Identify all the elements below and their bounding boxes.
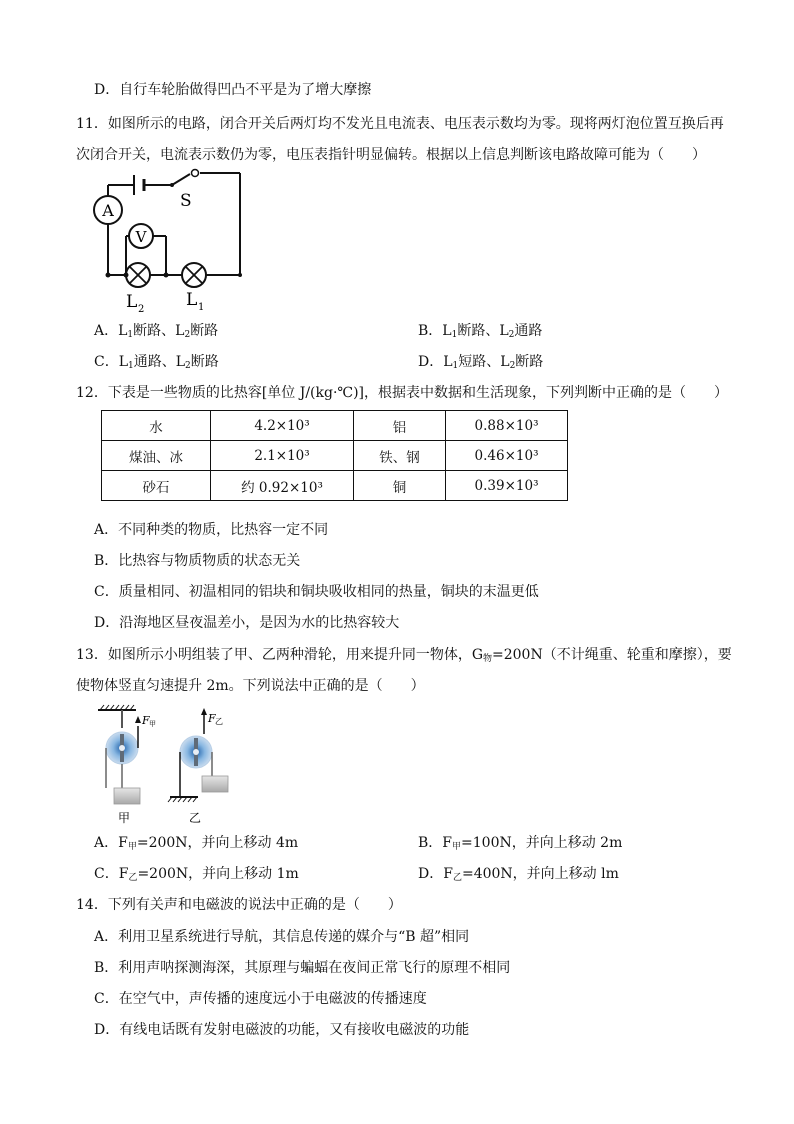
- table-cell: 2.1×10³: [211, 441, 354, 471]
- table-row: [102, 411, 568, 441]
- q10-option-d: D．自行车轮胎做得凹凸不平是为了增大摩擦: [94, 82, 372, 98]
- ammeter-label: A: [102, 201, 114, 220]
- table-cell: 约 0.92×10³: [211, 471, 354, 501]
- table-cell: 铜: [354, 471, 446, 501]
- q12-option-c: C．质量相同、初温相同的铝块和铜块吸收相同的热量，铜块的末温更低: [94, 584, 539, 600]
- q13-stem-line1: 13．如图所示小明组装了甲、乙两种滑轮，用来提升同一物体，$G_物=200N$（不计绳重、轮重和摩擦），要: [76, 647, 732, 664]
- fixed-pulley-icon: [98, 705, 141, 804]
- q11-option-c: C．$L_1$通路、$L_2$断路: [94, 354, 219, 371]
- table-cell: 铁、钢: [354, 441, 446, 471]
- lamp-l2-icon: [126, 263, 150, 287]
- specific-heat-table: [101, 410, 568, 501]
- lamp-l1-sub: 1: [198, 302, 205, 313]
- q13-option-a: A．$F_甲=200N$，并向上移动 4m: [94, 835, 299, 852]
- q12-option-a: A．不同种类的物质，比热容一定不同: [94, 522, 329, 538]
- table-cell: 水: [102, 411, 211, 441]
- q11-stem-line1: 11．如图所示的电路，闭合开关后两灯均不发光且电流表、电压表示数均为零。现将两灯泡位置互换后再: [76, 116, 724, 132]
- force-jia-sub: 甲: [149, 720, 156, 728]
- q14-stem: 14．下列有关声和电磁波的说法中正确的是（ ）: [76, 897, 402, 913]
- q11-option-a: A．$L_1$断路、$L_2$断路: [94, 323, 219, 340]
- q12-option-d: D．沿海地区昼夜温差小，是因为水的比热容较大: [94, 615, 400, 631]
- q13-stem-line2: 使物体竖直匀速提升 2m。下列说法中正确的是（ ）: [76, 678, 425, 694]
- lamp-l2-sub: 2: [138, 304, 145, 314]
- lamp-l1-icon: [182, 263, 206, 287]
- voltmeter-label: V: [135, 228, 147, 246]
- force-yi-label: F: [208, 712, 216, 725]
- q13-option-c: C．$F_乙=200N$，并向上移动 1m: [94, 866, 299, 883]
- table-cell: 0.46×10³: [446, 441, 568, 471]
- table-cell: 砂石: [102, 471, 211, 501]
- q11-option-d: D．$L_1$短路、$L_2$断路: [418, 354, 544, 371]
- q11-circuit-diagram: [90, 168, 260, 314]
- q13-pulley-diagram: [92, 704, 242, 828]
- q11-stem-line2: 次闭合开关，电流表示数仍为零，电压表指针明显偏转。根据以上信息判断该电路故障可能为（ ）: [76, 147, 706, 163]
- table-cell: 0.39×10³: [446, 471, 568, 501]
- switch-label: S: [180, 191, 192, 211]
- pulley-yi-label: 乙: [189, 811, 202, 825]
- q14-option-b: B．利用声呐探测海深，其原理与蝙蝠在夜间正常飞行的原理不相同: [94, 960, 511, 976]
- table-cell: 煤油、冰: [102, 441, 211, 471]
- lamp-l2-label: L: [126, 292, 138, 312]
- q12-option-b: B．比热容与物质物质的状态无关: [94, 553, 301, 569]
- force-yi-sub: 乙: [215, 717, 223, 726]
- q14-option-d: D．有线电话既有发射电磁波的功能，又有接收电磁波的功能: [94, 1022, 470, 1038]
- pulley-jia-label: 甲: [118, 811, 131, 825]
- q11-option-b: B．$L_1$断路、$L_2$通路: [418, 323, 543, 340]
- table-row: [102, 471, 568, 501]
- q14-option-c: C．在空气中，声传播的速度远小于电磁波的传播速度: [94, 991, 427, 1007]
- q14-option-a: A．利用卫星系统进行导航，其信息传递的媒介与“B 超”相同: [94, 929, 470, 945]
- q12-stem: 12．下表是一些物质的比热容[单位 J/(kg·℃)]，根据表中数据和生活现象，下列判断中正确的是（ ）: [76, 385, 728, 401]
- q13-option-d: D．$F_乙=400N$，并向上移动 lm: [418, 866, 619, 883]
- force-jia-label: F: [142, 714, 150, 727]
- lamp-l1-label: L: [186, 290, 198, 310]
- table-row: [102, 441, 568, 471]
- table-cell: 0.88×10³: [446, 411, 568, 441]
- q13-option-b: B．$F_甲=100N$，并向上移动 2m: [418, 835, 623, 852]
- table-cell: 4.2×10³: [211, 411, 354, 441]
- table-cell: 铝: [354, 411, 446, 441]
